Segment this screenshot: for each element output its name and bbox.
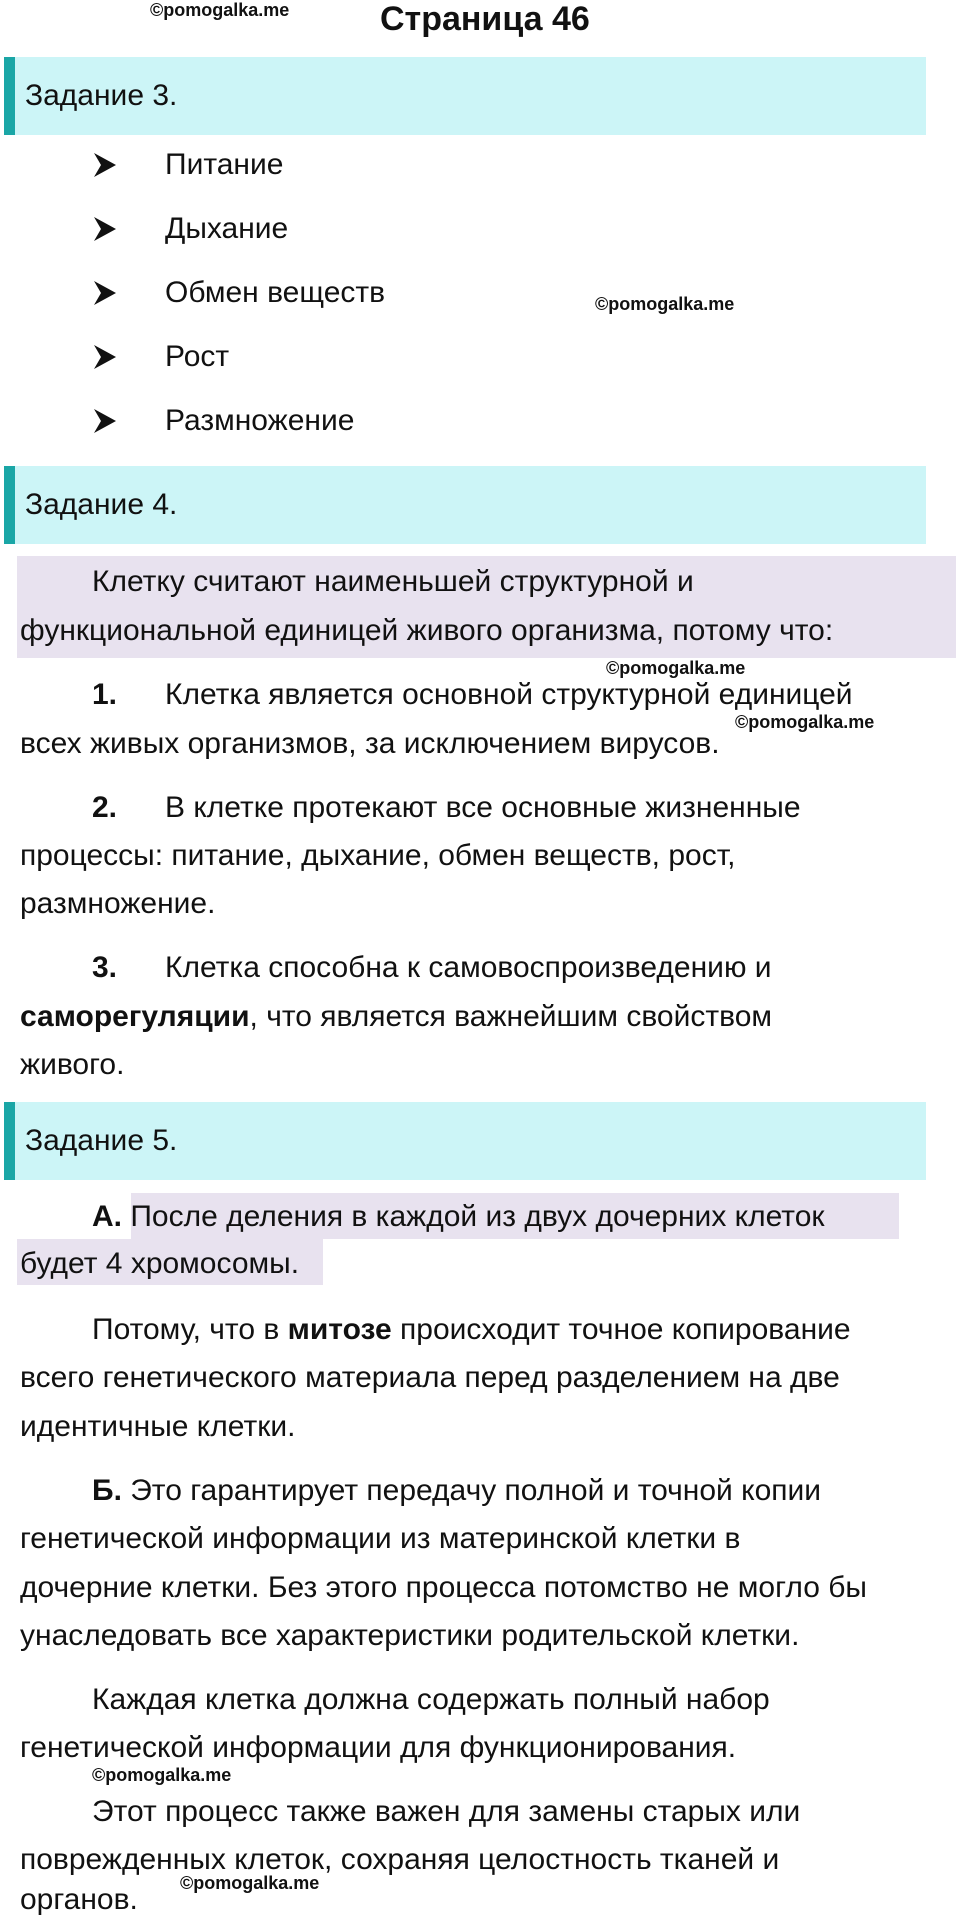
paragraph-text: Каждая клетка должна содержать полный набор	[92, 1683, 770, 1716]
paragraph-text: генетической информации из материнской клетки в	[20, 1522, 741, 1555]
page-title: Страница 46	[380, 0, 590, 38]
task-4-label: Задание 4.	[25, 488, 178, 521]
point-text: всех живых организмов, за исключением вирусов.	[20, 727, 720, 760]
point-text: Клетка является основной структурной единицей	[165, 678, 853, 711]
list-item-label: Рост	[165, 340, 230, 373]
arrow-bullet-icon	[92, 342, 118, 377]
answer-text: После деления в каждой из двух дочерних клеток	[130, 1200, 825, 1233]
arrow-bullet-icon	[92, 150, 118, 185]
paragraph-line	[92, 1467, 821, 1515]
answer-text: будет 4 хромосомы	[20, 1247, 291, 1280]
point-number: 2.	[92, 791, 118, 824]
point-number: 3.	[92, 951, 118, 984]
paragraph-text: органов.	[20, 1883, 138, 1916]
watermark: ©pomogalka.me	[180, 1873, 320, 1893]
answer-b-label: Б.	[92, 1474, 122, 1507]
bold-term: митозе	[287, 1313, 392, 1346]
intro-line: функциональной единицей живого организма, потому что:	[20, 614, 834, 647]
paragraph-text: Потому, что в	[92, 1313, 288, 1346]
task-5-header	[4, 1102, 926, 1180]
paragraph-text: унаследовать все характеристики родительской клетки.	[20, 1619, 800, 1652]
paragraph-text: всего генетического материала перед разделением на две	[20, 1361, 840, 1394]
paragraph-text: Этот процесс также важен для замены старых или	[92, 1795, 801, 1828]
bold-term: саморегуляции	[20, 1000, 250, 1033]
list-item-label: Обмен веществ	[165, 276, 386, 309]
paragraph-text: идентичные клетки.	[20, 1410, 296, 1443]
task-4-header	[4, 466, 926, 544]
list-item-label: Размножение	[165, 404, 355, 437]
watermark: ©pomogalka.me	[606, 658, 746, 678]
paragraph-line	[92, 1306, 851, 1354]
watermark: ©pomogalka.me	[150, 0, 290, 20]
paragraph-text: Это гарантирует передачу полной и точной копии	[121, 1474, 822, 1507]
answer-text: .	[290, 1247, 300, 1280]
paragraph-text: происходит точное копирование	[391, 1313, 851, 1346]
paragraph-text: дочерние клетки. Без этого процесса потомство не могло бы	[20, 1571, 867, 1604]
point-text: живого.	[20, 1048, 125, 1081]
point-text: процессы: питание, дыхание, обмен веществ, рост,	[20, 839, 736, 872]
watermark: ©pomogalka.me	[92, 1765, 232, 1785]
arrow-bullet-icon	[92, 406, 118, 441]
task-5-label: Задание 5.	[25, 1124, 178, 1157]
watermark: ©pomogalka.me	[735, 712, 875, 732]
paragraph-text: поврежденных клеток, сохраняя целостность тканей и	[20, 1843, 780, 1876]
point-number: 1.	[92, 678, 118, 711]
answer-a-line	[92, 1193, 825, 1241]
answer-a-label: А.	[92, 1200, 122, 1233]
watermark: ©pomogalka.me	[595, 294, 735, 314]
list-item-label: Питание	[165, 148, 284, 181]
task-3-label: Задание 3.	[25, 79, 178, 112]
task-3-header	[4, 57, 926, 135]
paragraph-text: генетической информации для функционирования.	[20, 1731, 737, 1764]
arrow-bullet-icon	[92, 278, 118, 313]
point-text: В клетке протекают все основные жизненные	[165, 791, 801, 824]
point-text-line	[20, 993, 772, 1041]
point-text: , что является важнейшим свойством	[249, 1000, 773, 1033]
point-text: размножение.	[20, 887, 216, 920]
intro-line: Клетку считают наименьшей структурной и	[92, 565, 694, 598]
list-item-label: Дыхание	[165, 212, 289, 245]
arrow-bullet-icon	[92, 214, 118, 249]
point-text: Клетка способна к самовоспроизведению и	[165, 951, 772, 984]
answer-a-line	[20, 1240, 299, 1288]
